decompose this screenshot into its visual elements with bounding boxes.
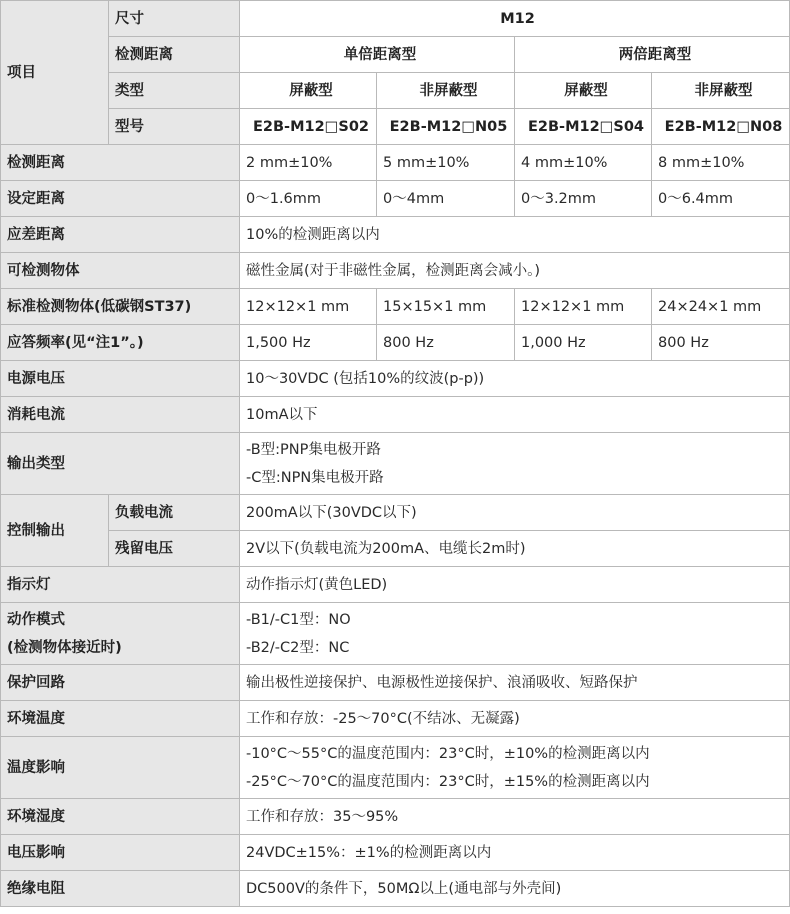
set-distance-value: 0～3.2mm bbox=[515, 181, 652, 217]
response-frequency-value: 800 Hz bbox=[652, 325, 790, 361]
detect-distance-value: 8 mm±10% bbox=[652, 145, 790, 181]
hysteresis-value: 10%的检测距离以内 bbox=[240, 217, 790, 253]
row-protection bbox=[1, 665, 790, 701]
ambient-temperature-value: 工作和存放：-25～70°C(不结冰、无凝露) bbox=[240, 701, 790, 737]
protection-label: 保护回路 bbox=[1, 665, 240, 701]
set-distance-label: 设定距离 bbox=[1, 181, 240, 217]
detect-distance-value: 4 mm±10% bbox=[515, 145, 652, 181]
operation-mode-label bbox=[1, 603, 240, 665]
model-n08: E2B-M12□N08 bbox=[652, 109, 790, 145]
output-type-label: 输出类型 bbox=[1, 433, 240, 495]
supply-voltage-value: 10～30VDC (包括10%的纹波(p-p)) bbox=[240, 361, 790, 397]
row-insulation-resistance bbox=[1, 871, 790, 907]
row-supply-voltage bbox=[1, 361, 790, 397]
unshielded-header-1: 非屏蔽型 bbox=[377, 73, 515, 109]
protection-value: 输出极性逆接保护、电源极性逆接保护、浪涌吸收、短路保护 bbox=[240, 665, 790, 701]
header-row-size bbox=[1, 1, 790, 37]
voltage-influence-label: 电压影响 bbox=[1, 835, 240, 871]
row-detect-distance bbox=[1, 145, 790, 181]
operation-mode-line: -B2/-C2型：NC bbox=[246, 639, 350, 656]
model-label: 型号 bbox=[109, 109, 240, 145]
row-ambient-temperature bbox=[1, 701, 790, 737]
ambient-temperature-label: 环境温度 bbox=[1, 701, 240, 737]
type-label: 类型 bbox=[109, 73, 240, 109]
operation-mode-label-line: (检测物体接近时) bbox=[7, 639, 122, 656]
residual-voltage-value: 2V以下(负载电流为200mA、电缆长2m时) bbox=[240, 531, 790, 567]
supply-voltage-label: 电源电压 bbox=[1, 361, 240, 397]
set-distance-value: 0～6.4mm bbox=[652, 181, 790, 217]
output-type-line: -B型:PNP集电极开路 bbox=[246, 441, 381, 458]
standard-object-label: 标准检测物体(低碳钢ST37) bbox=[1, 289, 240, 325]
output-type-value bbox=[240, 433, 790, 495]
insulation-resistance-value: DC500V的条件下，50MΩ以上(通电部与外壳间) bbox=[240, 871, 790, 907]
model-n05: E2B-M12□N05 bbox=[377, 109, 515, 145]
item-header: 项目 bbox=[1, 1, 109, 145]
detect-distance-value: 2 mm±10% bbox=[240, 145, 377, 181]
standard-object-value: 12×12×1 mm bbox=[515, 289, 652, 325]
model-s04: E2B-M12□S04 bbox=[515, 109, 652, 145]
detectable-object-value: 磁性金属(对于非磁性金属，检测距离会减小。) bbox=[240, 253, 790, 289]
set-distance-value: 0～1.6mm bbox=[240, 181, 377, 217]
row-operation-mode bbox=[1, 603, 790, 665]
single-distance-header: 单倍距离型 bbox=[240, 37, 515, 73]
row-load-current bbox=[1, 495, 790, 531]
unshielded-header-2: 非屏蔽型 bbox=[652, 73, 790, 109]
double-distance-header: 两倍距离型 bbox=[515, 37, 790, 73]
set-distance-value: 0～4mm bbox=[377, 181, 515, 217]
insulation-resistance-label: 绝缘电阻 bbox=[1, 871, 240, 907]
size-label: 尺寸 bbox=[109, 1, 240, 37]
response-frequency-value: 1,500 Hz bbox=[240, 325, 377, 361]
standard-object-value: 24×24×1 mm bbox=[652, 289, 790, 325]
response-frequency-value: 800 Hz bbox=[377, 325, 515, 361]
row-response-frequency bbox=[1, 325, 790, 361]
operation-mode-line: -B1/-C1型：NO bbox=[246, 611, 351, 628]
operation-mode-value bbox=[240, 603, 790, 665]
header-row-distance bbox=[1, 37, 790, 73]
indicator-label: 指示灯 bbox=[1, 567, 240, 603]
shielded-header-2: 屏蔽型 bbox=[515, 73, 652, 109]
standard-object-value: 15×15×1 mm bbox=[377, 289, 515, 325]
row-output-type bbox=[1, 433, 790, 495]
detectable-object-label: 可检测物体 bbox=[1, 253, 240, 289]
detect-distance-label: 检测距离 bbox=[1, 145, 240, 181]
shielded-header-1: 屏蔽型 bbox=[240, 73, 377, 109]
row-residual-voltage bbox=[1, 531, 790, 567]
header-row-model bbox=[1, 109, 790, 145]
size-value: M12 bbox=[240, 1, 790, 37]
hysteresis-label: 应差距离 bbox=[1, 217, 240, 253]
header-row-type bbox=[1, 73, 790, 109]
row-temperature-influence bbox=[1, 737, 790, 799]
indicator-value: 动作指示灯(黄色LED) bbox=[240, 567, 790, 603]
current-consumption-value: 10mA以下 bbox=[240, 397, 790, 433]
row-detectable-object bbox=[1, 253, 790, 289]
response-frequency-label: 应答频率(见“注1”。) bbox=[1, 325, 240, 361]
row-hysteresis bbox=[1, 217, 790, 253]
row-set-distance bbox=[1, 181, 790, 217]
current-consumption-label: 消耗电流 bbox=[1, 397, 240, 433]
output-type-line: -C型:NPN集电极开路 bbox=[246, 469, 384, 486]
row-voltage-influence bbox=[1, 835, 790, 871]
voltage-influence-value: 24VDC±15%：±1%的检测距离以内 bbox=[240, 835, 790, 871]
control-output-label: 控制输出 bbox=[1, 495, 109, 567]
row-ambient-humidity bbox=[1, 799, 790, 835]
model-s02: E2B-M12□S02 bbox=[240, 109, 377, 145]
response-frequency-value: 1,000 Hz bbox=[515, 325, 652, 361]
temperature-influence-value bbox=[240, 737, 790, 799]
distance-type-label: 检测距离 bbox=[109, 37, 240, 73]
detect-distance-value: 5 mm±10% bbox=[377, 145, 515, 181]
temperature-influence-line: -10°C～55°C的温度范围内：23°C时，±10%的检测距离以内 bbox=[246, 745, 650, 762]
temperature-influence-label: 温度影响 bbox=[1, 737, 240, 799]
ambient-humidity-value: 工作和存放：35～95% bbox=[240, 799, 790, 835]
operation-mode-label-line: 动作模式 bbox=[7, 611, 65, 628]
residual-voltage-label: 残留电压 bbox=[109, 531, 240, 567]
ambient-humidity-label: 环境湿度 bbox=[1, 799, 240, 835]
row-standard-object bbox=[1, 289, 790, 325]
load-current-label: 负载电流 bbox=[109, 495, 240, 531]
load-current-value: 200mA以下(30VDC以下) bbox=[240, 495, 790, 531]
standard-object-value: 12×12×1 mm bbox=[240, 289, 377, 325]
temperature-influence-line: -25°C～70°C的温度范围内：23°C时，±15%的检测距离以内 bbox=[246, 773, 650, 790]
row-current-consumption bbox=[1, 397, 790, 433]
row-indicator bbox=[1, 567, 790, 603]
